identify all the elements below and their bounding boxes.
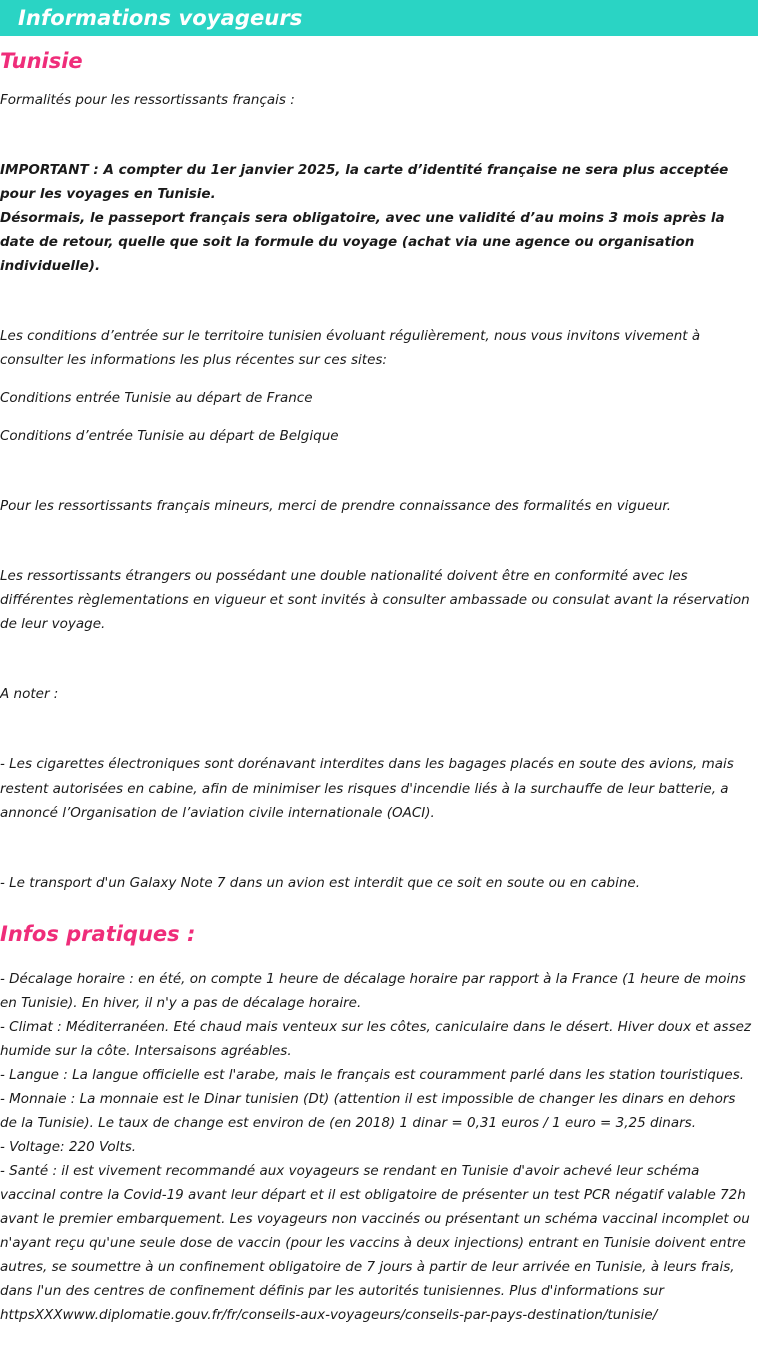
spacer bbox=[0, 410, 752, 424]
list-item: - Voltage: 220 Volts. bbox=[0, 1138, 137, 1155]
spacer bbox=[0, 112, 752, 158]
foreign-nationals-notice: Les ressortissants étrangers ou possédant une double nationalité doivent être en conformité avec les différentes règlementations en vigueur et sont invités à consulter ambassade ou consulat avant la réservation de leur voyage. bbox=[0, 568, 750, 633]
note-galaxy-note-7: - Le transport d'un Galaxy Note 7 dans un avion est interdit que ce soit en soute ou en cabine. bbox=[0, 874, 641, 891]
a-noter-label: A noter : bbox=[0, 686, 59, 703]
country-title: Tunisie bbox=[0, 49, 83, 73]
infos-pratiques-title: Infos pratiques : bbox=[0, 921, 196, 946]
list-item: - Langue : La langue officielle est l'arabe, mais le français est couramment parlé dans les station touristiques. bbox=[0, 1066, 745, 1083]
list-item: - Décalage horaire : en été, on compte 1 heure de décalage horaire par rapport à la France (1 heure de moins en Tunisie). En hiver, il n'y a pas de décalage horaire. bbox=[0, 970, 746, 1011]
list-item: - Climat : Méditerranéen. Eté chaud mais venteux sur les côtes, caniculaire dans le désert. Hiver doux et assez humide sur la côte. Intersaisons agréables. bbox=[0, 1018, 752, 1059]
note-electronic-cigarettes: - Les cigarettes électroniques sont dorénavant interdites dans les bagages placés en soute des avions, mais restent autorisées en cabine, afin de minimiser les risques d'incendie liés à la surchauffe de leur batterie, a annoncé l’Organisation de l’aviation civile internationale (OACI). bbox=[0, 756, 734, 821]
spacer bbox=[0, 706, 752, 752]
conditions-intro: Les conditions d’entrée sur le territoire tunisien évoluant régulièrement, nous vous invitons vivement à consulter les informations les plus récentes sur ces sites: bbox=[0, 328, 701, 369]
link-conditions-belgique[interactable]: Conditions d’entrée Tunisie au départ de Belgique bbox=[0, 428, 339, 445]
spacer bbox=[0, 947, 752, 961]
link-conditions-france[interactable]: Conditions entrée Tunisie au départ de France bbox=[0, 390, 313, 407]
important-notice-line1: IMPORTANT : A compter du 1er janvier 2025, la carte d’identité française ne sera plus acceptée pour les voyages en Tunisie. bbox=[0, 162, 729, 203]
list-item: - Monnaie : La monnaie est le Dinar tunisien (Dt) (attention il est impossible de changer les dinars en dehors de la Tunisie). Le taux de change est environ de (en 2018) 1 dinar = 0,31 euros / 1 euro = 3,25 dinars. bbox=[0, 1090, 736, 1131]
spacer bbox=[0, 278, 752, 324]
important-notice-line2: Désormais, le passeport français sera obligatoire, avec une validité d’au moins 3 mois après la date de retour, quelle que soit la formule du voyage (achat via une agence ou organisation individuelle). bbox=[0, 210, 725, 275]
spacer bbox=[0, 636, 752, 682]
spacer bbox=[0, 825, 752, 871]
spacer bbox=[0, 448, 752, 494]
list-item: - Santé : il est vivement recommandé aux voyageurs se rendant en Tunisie d'avoir achevé leur schéma vaccinal contre la Covid-19 avant leur départ et il est obligatoire de présenter un test PCR négatif valable 72h avant le premier embarquement. Les voyageurs non vaccinés ou présentant un schéma vaccinal incomplet ou n'ayant reçu qu'une seule dose de vaccin (pour les vaccins à deux injections) entrant en Tunisie doivent entre autres, se soumettre à un confinement obligatoire de 7 jours à partir de leur arrivée en Tunisie, à leurs frais, dans l'un des centres de confinement définis par les autorités tunisiennes. Plus d'informations sur httpsXXXwww.diplomatie.gouv.fr/fr/conseils-aux-voyageurs/conseils-par-pays-destination/tunisie/ bbox=[0, 1162, 750, 1324]
spacer bbox=[0, 372, 752, 386]
spacer bbox=[0, 74, 752, 88]
spacer bbox=[0, 518, 752, 564]
page-title: Informations voyageurs bbox=[18, 6, 303, 30]
formalities-intro: Formalités pour les ressortissants français : bbox=[0, 92, 295, 109]
minors-notice: Pour les ressortissants français mineurs, merci de prendre connaissance des formalités en vigueur. bbox=[0, 498, 672, 515]
infos-pratiques-list bbox=[0, 967, 752, 1327]
spacer bbox=[0, 895, 752, 909]
document-content bbox=[0, 48, 758, 1327]
page-header bbox=[0, 0, 758, 36]
